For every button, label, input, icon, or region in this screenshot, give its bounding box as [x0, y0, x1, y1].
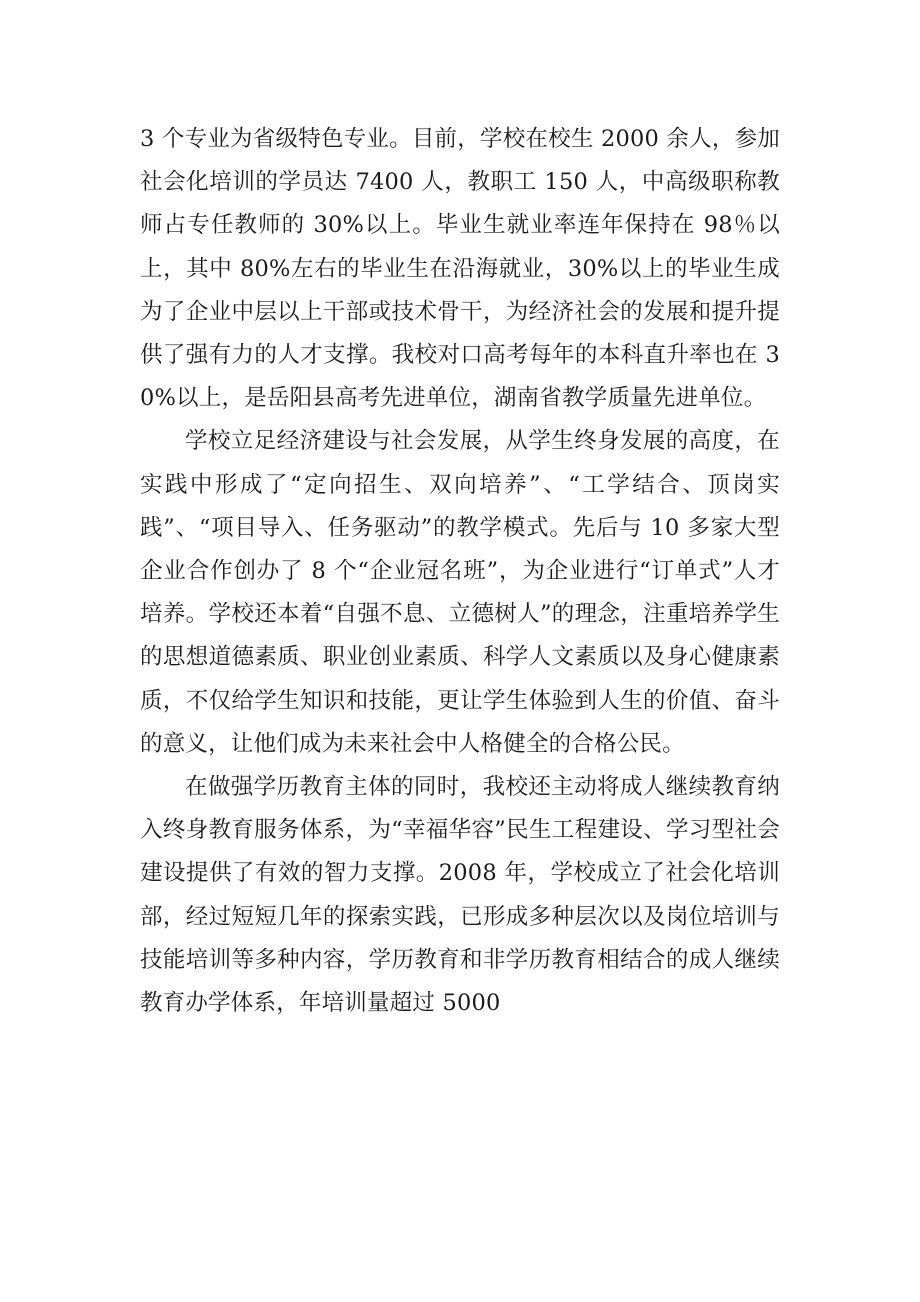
- paragraph-continuing-education: 在做强学历教育主体的同时，我校还主动将成人继续教育纳入终身教育服务体系，为“幸福华容”民生工程建设、学习型社会建设提供了有效的智力支撑。2008 年，学校成立了社会化培训部，经过短短几年的探索实践，已形成多种层次以及岗位培训与技能培训等多种内容，学历教育和非学历教育相结合的成人继续教育办学体系，年培训量超过 5000: [140, 774, 780, 1017]
- document-body: [140, 118, 780, 1025]
- paragraph-school-stats: 3 个专业为省级特色专业。目前，学校在校生 2000 余人，参加社会化培训的学员达 7400 人，教职工 150 人，中高级职称教师占专任教师的 30%以上。毕业生就业率连年保持在 98％以上，其中 80%左右的毕业生在沿海就业，30%以上的毕业生成为了企业中层以上干部或技术骨干，为经济社会的发展和提升提供了强有力的人才支撑。我校对口高考每年的本科直升率也在 30%以上，是岳阳县高考先进单位，湖南省教学质量先进单位。: [140, 126, 780, 412]
- paragraph-teaching-model: 学校立足经济建设与社会发展，从学生终身发展的高度，在实践中形成了“定向招生、双向培养”、“工学结合、顶岗实践”、“项目导入、任务驱动”的教学模式。先后与 10 多家大型企业合作创办了 8 个“企业冠名班”，为企业进行“订单式”人才培养。学校还本着“自强不息、立德树人”的理念，注重培养学生的思想道德素质、职业创业素质、科学人文素质以及身心健康素质，不仅给学生知识和技能，更让学生体验到人生的价值、奋斗的意义，让他们成为未来社会中人格健全的合格公民。: [140, 428, 780, 757]
